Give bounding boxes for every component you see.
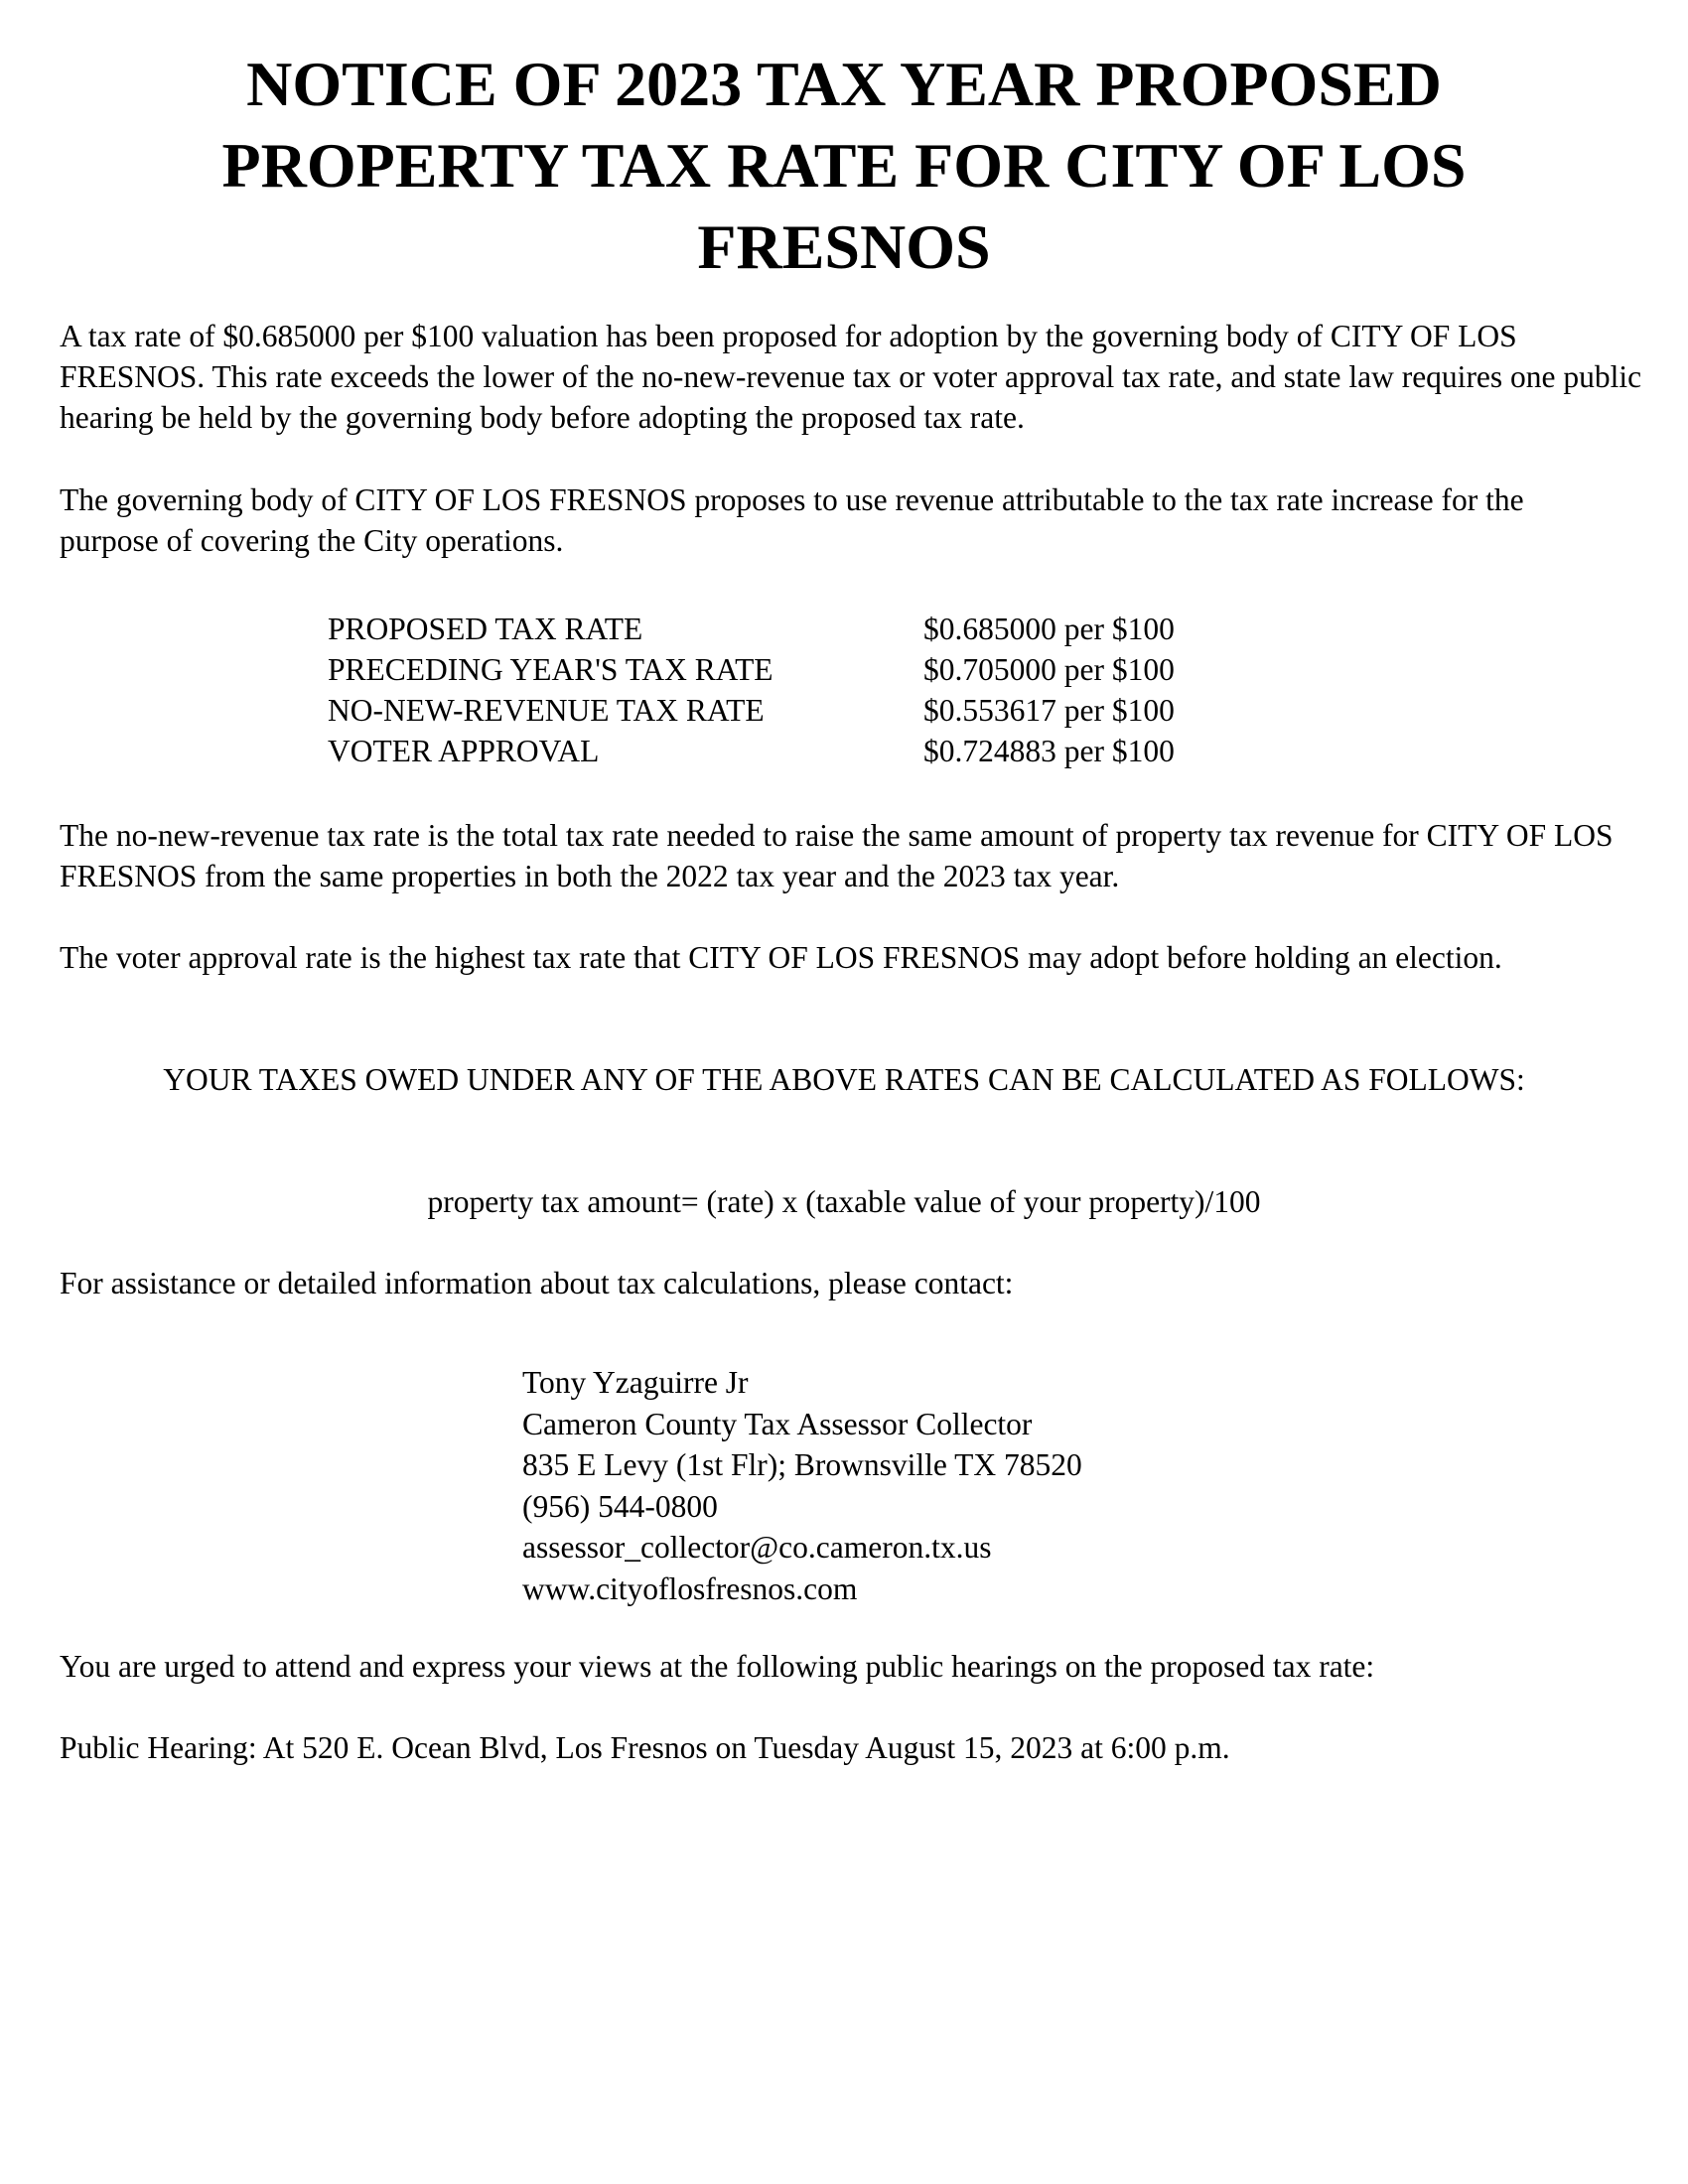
rate-label: PRECEDING YEAR'S TAX RATE [328,652,774,687]
contact-address: 835 E Levy (1st Flr); Brownsville TX 78520 [522,1447,1082,1482]
rate-label: VOTER APPROVAL [328,734,600,768]
rate-value: $0.705000 per $100 [923,652,1175,687]
hearing-invitation: You are urged to attend and express your views at the following public hearings on the proposed tax rate: [60,1649,1375,1684]
rate-value: $0.685000 per $100 [923,612,1175,646]
rate-row-proposed [328,609,1175,649]
purpose-paragraph: The governing body of CITY OF LOS FRESNOS proposes to use revenue attributable to the tax rate increase for the purpose of covering the City operations. [60,482,1524,558]
no-new-revenue-definition: The no-new-revenue tax rate is the total tax rate needed to raise the same amount of property tax revenue for CITY OF LOS FRESNOS from the same properties in both the 2022 tax year and the 2023 tax year. [60,818,1614,893]
assistance-text: For assistance or detailed information about tax calculations, please contact: [60,1266,1014,1300]
contact-email: assessor_collector@co.cameron.tx.us [522,1530,992,1565]
contact-name: Tony Yzaguirre Jr [522,1365,749,1400]
rate-label: PROPOSED TAX RATE [328,612,643,646]
rate-row-voter-approval [328,731,1175,771]
contact-block [522,1362,1082,1609]
intro-paragraph: A tax rate of $0.685000 per $100 valuation has been proposed for adoption by the governing body of CITY OF LOS FRESNOS. This rate exceeds the lower of the no-new-revenue tax or voter approval tax rate, and state law requires one public hearing be held by the governing body before adopting the proposed tax rate. [60,319,1642,435]
rate-row-preceding-year [328,649,1175,690]
contact-title: Cameron County Tax Assessor Collector [522,1406,1033,1441]
rate-label: NO-NEW-REVENUE TAX RATE [328,693,765,728]
tax-rates-table [328,609,1175,771]
rate-value: $0.553617 per $100 [923,693,1175,728]
rate-row-no-new-revenue [328,690,1175,731]
tax-formula: property tax amount= (rate) x (taxable value of your property)/100 [427,1184,1261,1219]
voter-approval-definition: The voter approval rate is the highest tax rate that CITY OF LOS FRESNOS may adopt before holding an election. [60,940,1502,975]
rate-value: $0.724883 per $100 [923,734,1175,768]
calculation-heading: YOUR TAXES OWED UNDER ANY OF THE ABOVE RATES CAN BE CALCULATED AS FOLLOWS: [163,1062,1525,1097]
document-title: NOTICE OF 2023 TAX YEAR PROPOSED PROPERTY TAX RATE FOR CITY OF LOS FRESNOS [221,49,1467,282]
contact-website: www.cityoflosfresnos.com [522,1570,858,1606]
public-hearing-details: Public Hearing: At 520 E. Ocean Blvd, Los Fresnos on Tuesday August 15, 2023 at 6:00 p.m. [60,1730,1230,1765]
contact-phone: (956) 544-0800 [522,1488,718,1524]
